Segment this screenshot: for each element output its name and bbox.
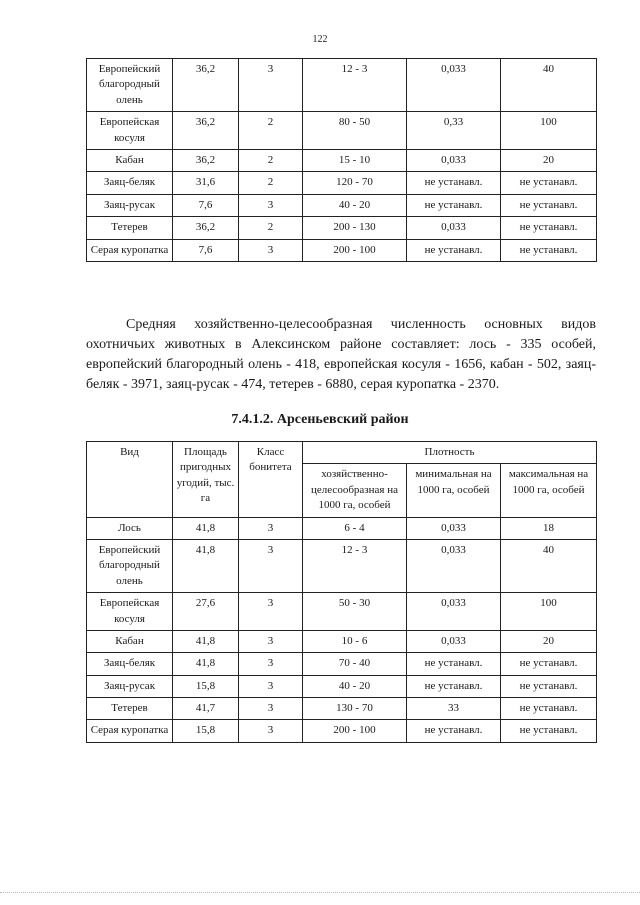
table-row — [87, 720, 597, 742]
header-area: Площадь пригодных угодий, тыс. га — [173, 442, 239, 518]
table-cell: 3 — [239, 698, 303, 720]
table-cell: не устанавл. — [407, 172, 501, 194]
table-cell: не устанавл. — [501, 698, 597, 720]
table-cell: не устанавл. — [407, 675, 501, 697]
table-cell: Европейская косуля — [87, 593, 173, 631]
table-cell: не устанавл. — [407, 720, 501, 742]
header-density-min: минимальная на 1000 га, особей — [407, 464, 501, 517]
table-cell: Заяц-русак — [87, 675, 173, 697]
table-row — [87, 59, 597, 112]
table-cell: 100 — [501, 112, 597, 150]
table-row — [87, 112, 597, 150]
table-cell: 0,033 — [407, 539, 501, 592]
table-cell: 41,8 — [173, 539, 239, 592]
table-cell: 200 - 100 — [303, 720, 407, 742]
table-cell: 2 — [239, 217, 303, 239]
table-cell: 0,033 — [407, 517, 501, 539]
table-cell: Серая куропатка — [87, 239, 173, 261]
table-row — [87, 149, 597, 171]
table-cell: 80 - 50 — [303, 112, 407, 150]
table-cell: 2 — [239, 172, 303, 194]
table-cell: 40 - 20 — [303, 675, 407, 697]
table-cell: 15 - 10 — [303, 149, 407, 171]
table-row — [87, 239, 597, 261]
table-cell: 27,6 — [173, 593, 239, 631]
table-cell: 10 - 6 — [303, 630, 407, 652]
table-cell: 36,2 — [173, 149, 239, 171]
table-cell: 3 — [239, 653, 303, 675]
table-cell: 2 — [239, 112, 303, 150]
table-row — [87, 217, 597, 239]
table-cell: 20 — [501, 149, 597, 171]
page-number: 122 — [312, 34, 328, 45]
table-cell: 40 — [501, 59, 597, 112]
header-density-optimal: хозяйственно-целесообразная на 1000 га, особей — [303, 464, 407, 517]
table-cell: Тетерев — [87, 217, 173, 239]
section-heading: 7.4.1.2. Арсеньевский район — [231, 412, 409, 427]
table-cell: Лось — [87, 517, 173, 539]
table-cell: 15,8 — [173, 675, 239, 697]
table-row — [87, 653, 597, 675]
table-cell: 100 — [501, 593, 597, 631]
table-row — [87, 194, 597, 216]
table-cell: 3 — [239, 539, 303, 592]
table-cell: 200 - 100 — [303, 239, 407, 261]
table-cell: Кабан — [87, 149, 173, 171]
table-cell: 50 - 30 — [303, 593, 407, 631]
table-cell: Европейский благородный олень — [87, 59, 173, 112]
table-cell: 40 - 20 — [303, 194, 407, 216]
table-cell: 3 — [239, 593, 303, 631]
table-cell: не устанавл. — [501, 720, 597, 742]
table-cell: не устанавл. — [407, 653, 501, 675]
table-row — [87, 172, 597, 194]
table-cell: 200 - 130 — [303, 217, 407, 239]
table-cell: 18 — [501, 517, 597, 539]
table-cell: 3 — [239, 720, 303, 742]
table-cell: 3 — [239, 194, 303, 216]
table-body — [87, 517, 597, 742]
table-row — [87, 517, 597, 539]
table-cell: 3 — [239, 59, 303, 112]
table-cell: Серая куропатка — [87, 720, 173, 742]
table-cell: 0,033 — [407, 149, 501, 171]
table-cell: Кабан — [87, 630, 173, 652]
game-density-table-continued — [86, 58, 597, 262]
table-cell: 6 - 4 — [303, 517, 407, 539]
table-cell: Заяц-русак — [87, 194, 173, 216]
table-cell: 2 — [239, 149, 303, 171]
table-cell: 31,6 — [173, 172, 239, 194]
table-body — [87, 59, 597, 262]
table-cell: не устанавл. — [501, 172, 597, 194]
table-cell: 0,033 — [407, 593, 501, 631]
table-cell: 41,8 — [173, 653, 239, 675]
population-paragraph: Средняя хозяйственно-целесообразная численность основных видов охотничьих животных в Алексинском районе составляет: лось - 335 особей, европейский благородный олень - 418, европейская косуля - 1656, кабан - 502, заяц-беляк - 3971, заяц-русак - 474, тетерев - 6880, серая куропатка - 2370. — [86, 317, 596, 392]
table-row — [87, 675, 597, 697]
table-cell: Европейская косуля — [87, 112, 173, 150]
table-cell: Заяц-беляк — [87, 172, 173, 194]
table-cell: 3 — [239, 517, 303, 539]
table-cell: не устанавл. — [501, 653, 597, 675]
table-cell: 41,8 — [173, 630, 239, 652]
table-row — [87, 630, 597, 652]
header-row — [87, 442, 597, 464]
table-row — [87, 539, 597, 592]
table-cell: 70 - 40 — [303, 653, 407, 675]
header-density: Плотность — [303, 442, 597, 464]
header-density-max: максимальная на 1000 га, особей — [501, 464, 597, 517]
table-cell: 40 — [501, 539, 597, 592]
table-cell: 36,2 — [173, 112, 239, 150]
table-cell: 3 — [239, 239, 303, 261]
table-cell: 20 — [501, 630, 597, 652]
table-cell: 0,033 — [407, 59, 501, 112]
table-cell: 15,8 — [173, 720, 239, 742]
table-cell: 3 — [239, 630, 303, 652]
table-cell: не устанавл. — [501, 239, 597, 261]
table-cell: 12 - 3 — [303, 539, 407, 592]
table-cell: не устанавл. — [501, 194, 597, 216]
table-cell: 3 — [239, 675, 303, 697]
table-cell: Тетерев — [87, 698, 173, 720]
table-cell: 36,2 — [173, 217, 239, 239]
table-row — [87, 593, 597, 631]
table-cell: Европейский благородный олень — [87, 539, 173, 592]
table-cell: не устанавл. — [407, 194, 501, 216]
table-cell: 130 - 70 — [303, 698, 407, 720]
table-cell: 0,033 — [407, 630, 501, 652]
table-cell: 120 - 70 — [303, 172, 407, 194]
scan-artifact — [0, 892, 640, 895]
table-cell: не устанавл. — [501, 675, 597, 697]
table-cell: 7,6 — [173, 239, 239, 261]
table-cell: не устанавл. — [501, 217, 597, 239]
header-species: Вид — [87, 442, 173, 518]
table-cell: 33 — [407, 698, 501, 720]
table-cell: 0,33 — [407, 112, 501, 150]
table-cell: 36,2 — [173, 59, 239, 112]
table-cell: Заяц-беляк — [87, 653, 173, 675]
header-class: Класс бонитета — [239, 442, 303, 518]
table-cell: 7,6 — [173, 194, 239, 216]
table-cell: 0,033 — [407, 217, 501, 239]
game-density-table-arsenyevsky — [86, 441, 597, 743]
table-row — [87, 698, 597, 720]
table-cell: 12 - 3 — [303, 59, 407, 112]
table-cell: 41,7 — [173, 698, 239, 720]
table-cell: 41,8 — [173, 517, 239, 539]
table-cell: не устанавл. — [407, 239, 501, 261]
